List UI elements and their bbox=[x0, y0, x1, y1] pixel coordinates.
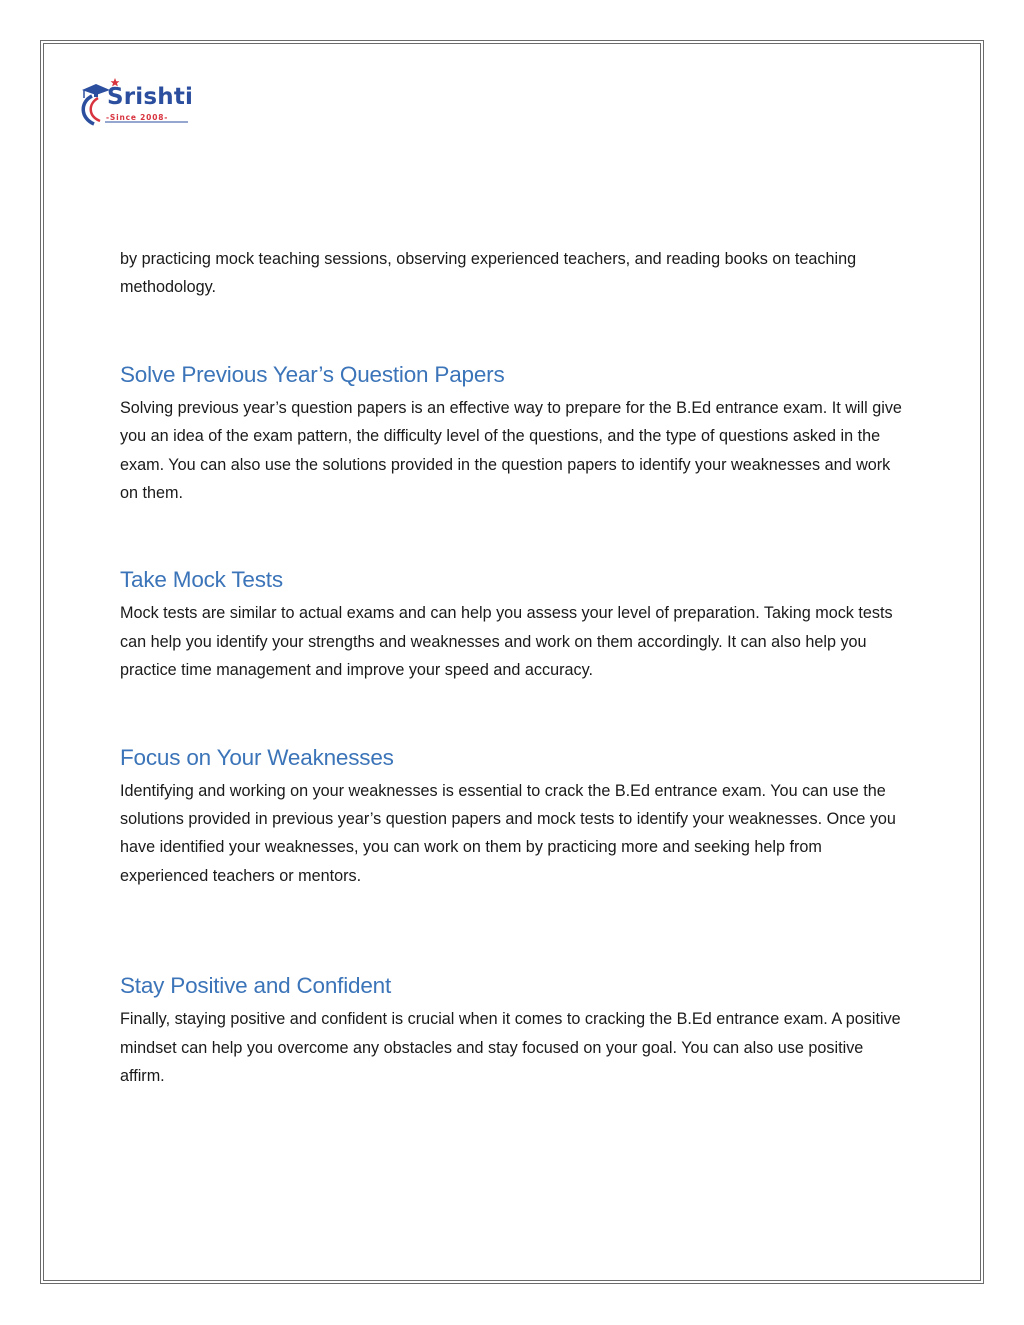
section-body-positive: Finally, staying positive and confident is crucial when it comes to cracking the B.Ed entrance exam. A positive mindset can help you overcome any obstacles and stay focused on your goal. You can also use positive affirm. bbox=[120, 1010, 901, 1086]
section-heading-positive: Stay Positive and Confident bbox=[120, 973, 392, 999]
logo-wordmark: Srishti bbox=[107, 84, 194, 110]
intro-paragraph: by practicing mock teaching sessions, observing experienced teachers, and reading books on teaching methodology. bbox=[120, 250, 857, 297]
section-heading-previous-papers: Solve Previous Year’s Question Papers bbox=[120, 361, 505, 387]
document-body bbox=[120, 245, 910, 1091]
section-body-mock-tests: Mock tests are similar to actual exams and can help you assess your level of preparation. Taking mock tests can help you identify your strengths and weaknesses and work on them accordingly. It can also help you practice time management and improve your speed and accuracy. bbox=[120, 604, 893, 680]
section-heading-weaknesses: Focus on Your Weaknesses bbox=[120, 744, 394, 770]
section-heading-mock-tests: Take Mock Tests bbox=[120, 567, 283, 593]
section-body-weaknesses: Identifying and working on your weaknesses is essential to crack the B.Ed entrance exam. You can use the solutions provided in previous year’s question papers and mock tests to identify your weaknesses. Once you have identified your weaknesses, you can work on them by practicing more and seeking help from experienced teachers or mentors. bbox=[120, 781, 896, 885]
section-body-previous-papers: Solving previous year’s question papers is an effective way to prepare for the B.Ed entrance exam. It will give you an idea of the exam pattern, the difficulty level of the questions, and the type of questions asked in the exam. You can also use the solutions provided in the question papers to identify your weaknesses and work on them. bbox=[120, 398, 902, 503]
logo-tagline: -Since 2008- bbox=[106, 113, 169, 122]
